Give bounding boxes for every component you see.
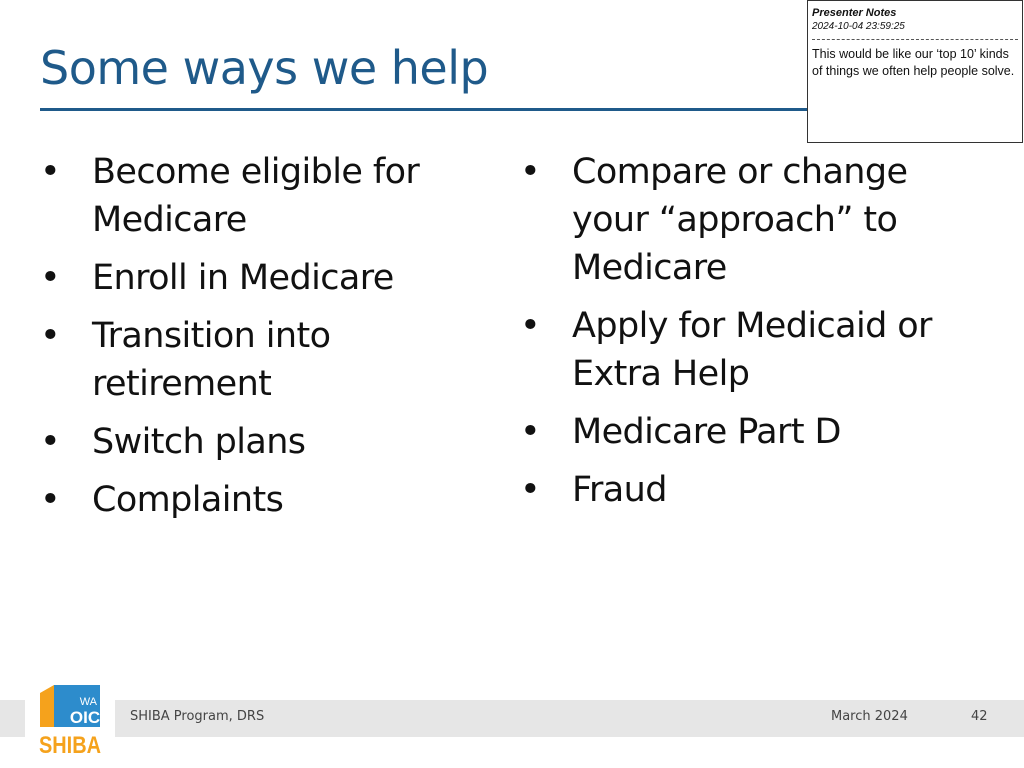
list-item [520, 408, 990, 456]
logo-orange-shape [40, 685, 54, 727]
list-item [40, 476, 470, 524]
bullet-icon: • [520, 470, 541, 510]
logo-wa-text: WA [79, 696, 97, 708]
right-bullet-list [520, 148, 990, 524]
notes-heading: Presenter Notes [812, 7, 897, 19]
list-item-text: Medicare Part D [572, 412, 841, 452]
logo-shiba-text: SHIBA [39, 732, 101, 759]
bullet-icon: • [520, 412, 541, 452]
list-item [520, 466, 990, 514]
list-item [40, 312, 470, 408]
bullet-icon: • [520, 306, 541, 346]
list-item [40, 254, 470, 302]
list-item-text: Apply for Medicaid or Extra Help [572, 306, 932, 394]
left-bullet-list [40, 148, 470, 534]
footer-program: SHIBA Program, DRS [130, 709, 265, 724]
list-item-text: Enroll in Medicare [92, 258, 394, 298]
logo-oic-text: OIC [69, 708, 101, 727]
list-item-text: Compare or change your “approach” to Medicare [572, 152, 908, 288]
footer-date: March 2024 [831, 709, 908, 724]
list-item-text: Complaints [92, 480, 284, 520]
bullet-icon: • [520, 152, 541, 192]
notes-timestamp: 2024-10-04 23:59:25 [812, 21, 905, 32]
list-item-text: Become eligible for Medicare [92, 152, 420, 240]
slide-title: Some ways we help [40, 41, 489, 95]
page-number: 42 [971, 709, 988, 724]
shiba-logo [38, 683, 102, 757]
list-item [40, 148, 470, 244]
bullet-icon: • [40, 152, 61, 192]
notes-text: This would be like our ‘top 10’ kinds of things we often help people solve. [812, 47, 1015, 78]
bullet-icon: • [40, 422, 61, 462]
list-item [40, 418, 470, 466]
presenter-notes-box [807, 0, 1023, 143]
bullet-icon: • [40, 480, 61, 520]
list-item [520, 302, 990, 398]
bullet-icon: • [40, 258, 61, 298]
list-item-text: Transition into retirement [92, 316, 331, 404]
bullet-icon: • [40, 316, 61, 356]
list-item [520, 148, 990, 292]
list-item-text: Switch plans [92, 422, 306, 462]
notes-divider [812, 39, 1018, 40]
list-item-text: Fraud [572, 470, 667, 510]
